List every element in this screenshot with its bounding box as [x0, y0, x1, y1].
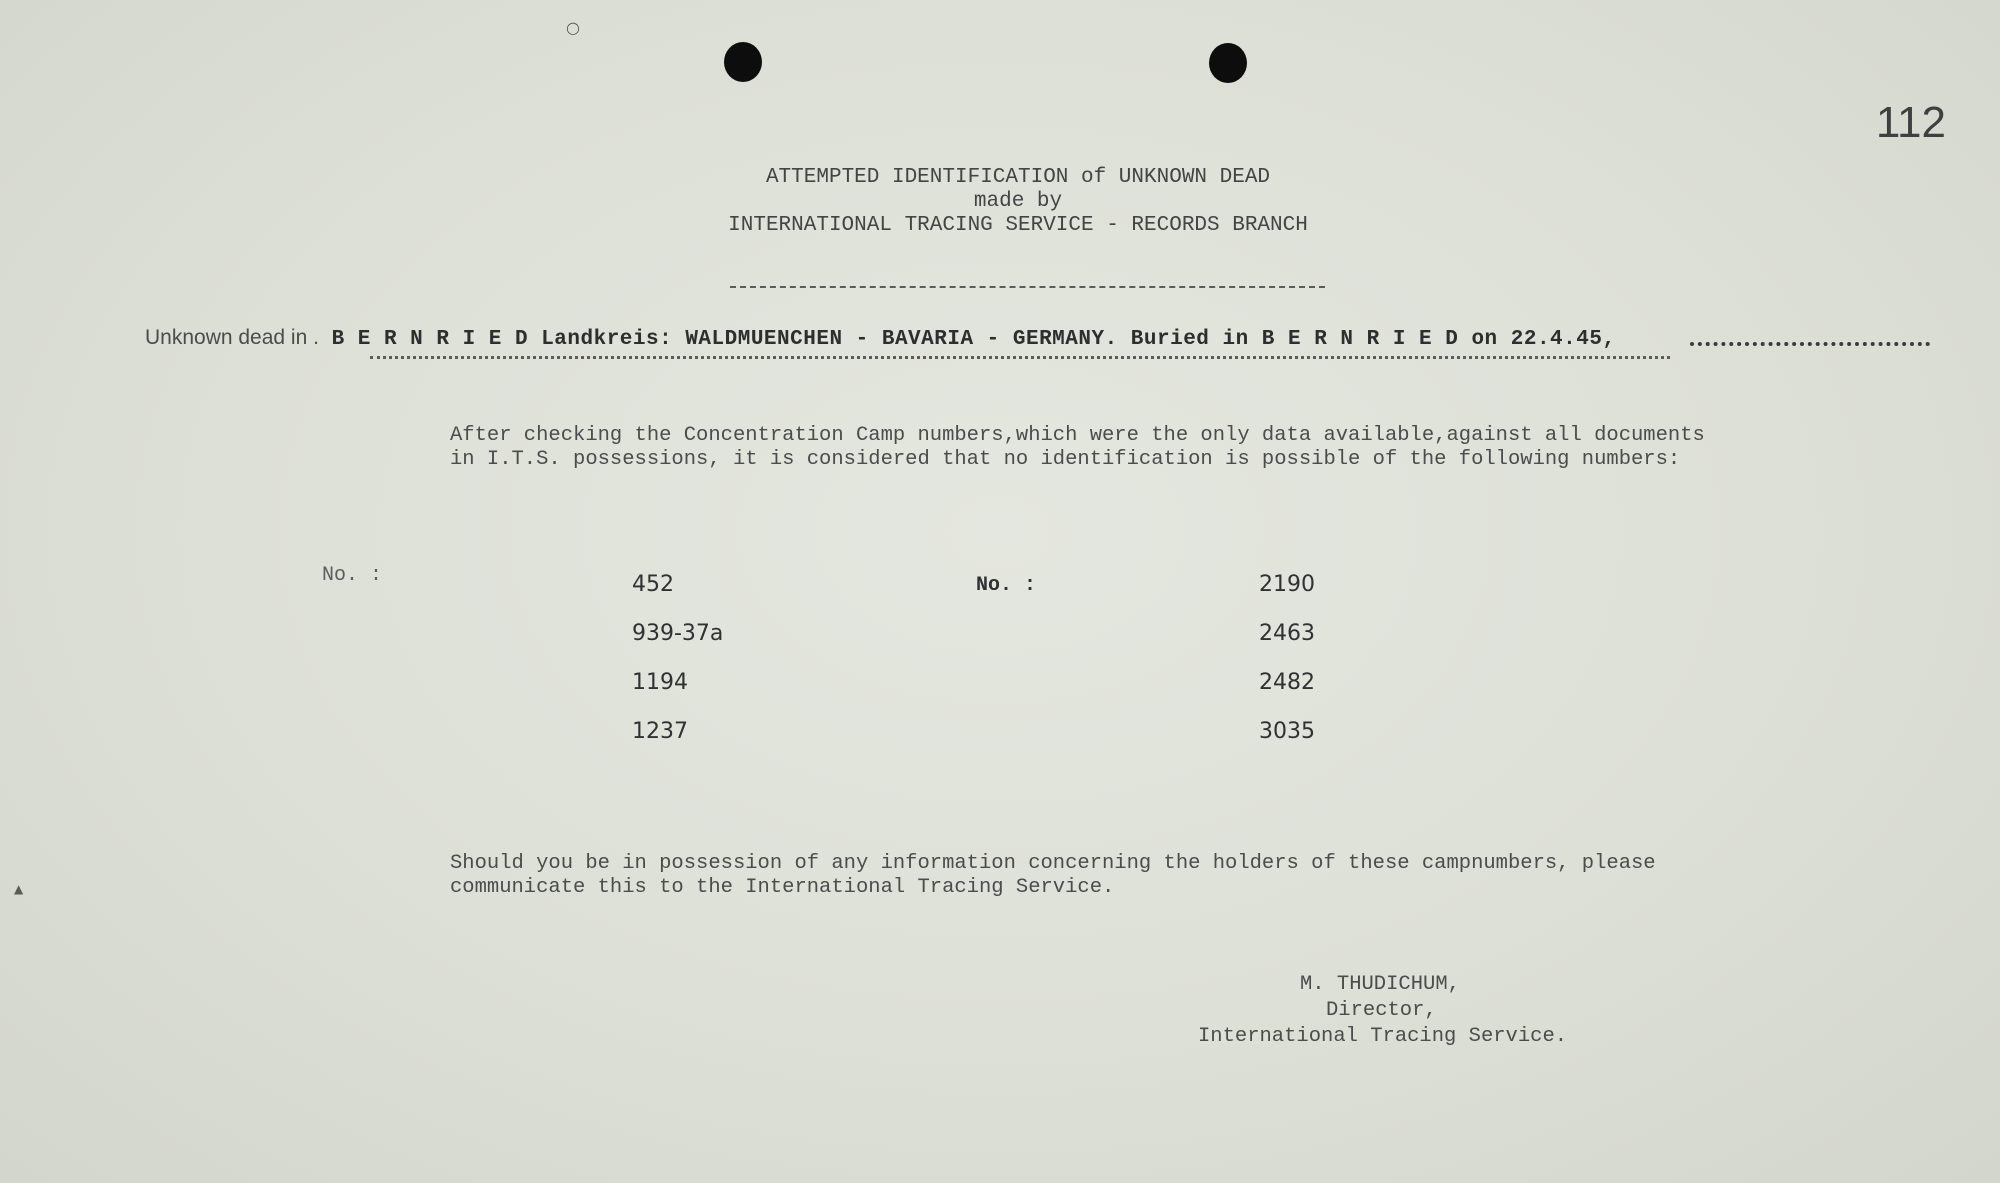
camp-number: 1237 [632, 719, 688, 744]
header-branch: INTERNATIONAL TRACING SERVICE - RECORDS BRANCH [728, 214, 1308, 237]
camp-number: 1194 [632, 670, 688, 695]
margin-triangle-icon: ▲ [14, 882, 24, 896]
identification-paragraph: After checking the Concentration Camp numbers,which were the only data available,against all documents in I.T.S. possessions, it is considered that no identification is possible of the following numbers: [450, 424, 1705, 471]
signatory-organization: International Tracing Service. [1198, 1025, 1568, 1048]
numbers-right-column [1259, 574, 1315, 770]
numbers-label-left: No. : [322, 564, 383, 587]
camp-number: 2482 [1259, 670, 1315, 695]
request-paragraph: Should you be in possession of any information concerning the holders of these campnumbers, please communicate this to the International Tracing Service. [450, 852, 1656, 899]
camp-number: 939-37a [632, 621, 724, 646]
punch-hole-right [1209, 43, 1247, 83]
location-detail: B E R N R I E D Landkreis: WALDMUENCHEN - BAVARIA - GERMANY. Buried in B E R N R I E D on 22.4.45, [331, 328, 1616, 351]
header-divider [730, 286, 1325, 288]
signature-block [1198, 972, 1598, 1050]
punch-hole-left [724, 42, 762, 82]
numbers-left-column [632, 574, 723, 770]
signatory-title: Director, [1326, 999, 1437, 1022]
camp-number: 3035 [1259, 719, 1315, 744]
camp-number: 2190 [1259, 572, 1315, 597]
location-prefix: Unknown dead in . [145, 326, 319, 349]
location-line [145, 326, 1945, 351]
camp-number: 452 [632, 572, 674, 597]
signatory-name: M. THUDICHUM, [1300, 973, 1460, 996]
location-underline [370, 356, 1670, 359]
circle-mark-icon: ○ [566, 18, 580, 37]
camp-number: 2463 [1259, 621, 1315, 646]
header-subtitle: made by [973, 190, 1063, 213]
document-header [0, 166, 2000, 238]
header-title: ATTEMPTED IDENTIFICATION of UNKNOWN DEAD [765, 166, 1271, 189]
page-number: 112 [1875, 98, 1946, 147]
location-leader-dots [1690, 342, 1930, 346]
numbers-label-right: No. : [976, 574, 1037, 597]
